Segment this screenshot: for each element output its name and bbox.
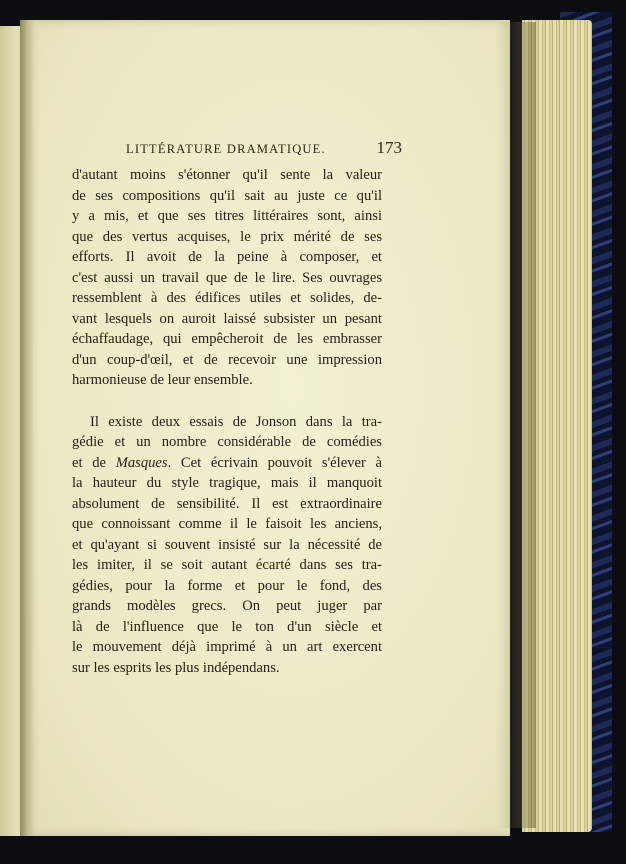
text-line: vant lesquels on auroit laissé subsister un pesant	[72, 310, 382, 327]
text-fragment: et de	[72, 454, 116, 471]
page-body	[72, 165, 382, 678]
text-line: Il existe deux essais de Jonson dans la tra-	[90, 413, 382, 430]
text-line: de ses compositions qu'il sait au juste ce qu'il	[72, 187, 382, 204]
text-line: ressemblent à des édifices utiles et solides, de-	[72, 290, 382, 306]
running-head	[126, 138, 402, 162]
text-line: grands modèles grecs. On peut juger par	[72, 598, 382, 614]
text-line: sur les esprits les plus indépendans.	[72, 659, 280, 676]
page-number: 173	[376, 138, 402, 157]
text-line: le mouvement déjà imprimé à un art exercent	[72, 639, 382, 655]
text-fragment: . Cet écrivain pouvoit s'élever à	[167, 454, 382, 471]
text-line	[72, 453, 382, 474]
text-line: y a mis, et que ses titres littéraires sont, ainsi	[72, 208, 382, 224]
text-line: les imiter, il se soit autant écarté dans ses tra-	[72, 557, 382, 573]
text-line: là de l'influence que le ton d'un siècle et	[72, 618, 382, 635]
text-line: d'un coup-d'œil, et de recevoir une impression	[72, 351, 382, 368]
text-line: gédies, pour la forme et pour le fond, des	[72, 577, 382, 594]
text-line: efforts. Il avoit de la peine à composer, et	[72, 249, 382, 265]
running-head-title: LITTÉRATURE DRAMATIQUE.	[126, 142, 326, 156]
paragraph-2	[72, 412, 382, 679]
text-line: et qu'ayant si souvent insisté sur la nécessité de	[72, 536, 382, 553]
text-line: harmonieuse de leur ensemble.	[72, 372, 253, 388]
text-line: que connoissant comme il le faisoit les anciens,	[72, 516, 382, 532]
text-line: la hauteur du style tragique, mais il manquoit	[72, 475, 382, 491]
text-line: échaffaudage, qui empêcheroit de les embrasser	[72, 331, 382, 347]
page-curl-shadow	[496, 22, 536, 828]
text-line: absolument de sensibilité. Il est extraordinaire	[72, 495, 382, 512]
text-line: gédie et un nombre considérable de comédies	[72, 434, 382, 450]
text-line: que des vertus acquises, le prix mérité de ses	[72, 228, 382, 245]
book-page	[24, 20, 510, 836]
text-line: c'est aussi un travail que de le lire. Ses ouvrages	[72, 269, 382, 286]
paragraph-1	[72, 165, 382, 391]
text-line: d'autant moins s'étonner qu'il sente la valeur	[72, 167, 382, 183]
italic-title-masques: Masques	[115, 454, 168, 471]
book-gutter	[20, 20, 34, 836]
